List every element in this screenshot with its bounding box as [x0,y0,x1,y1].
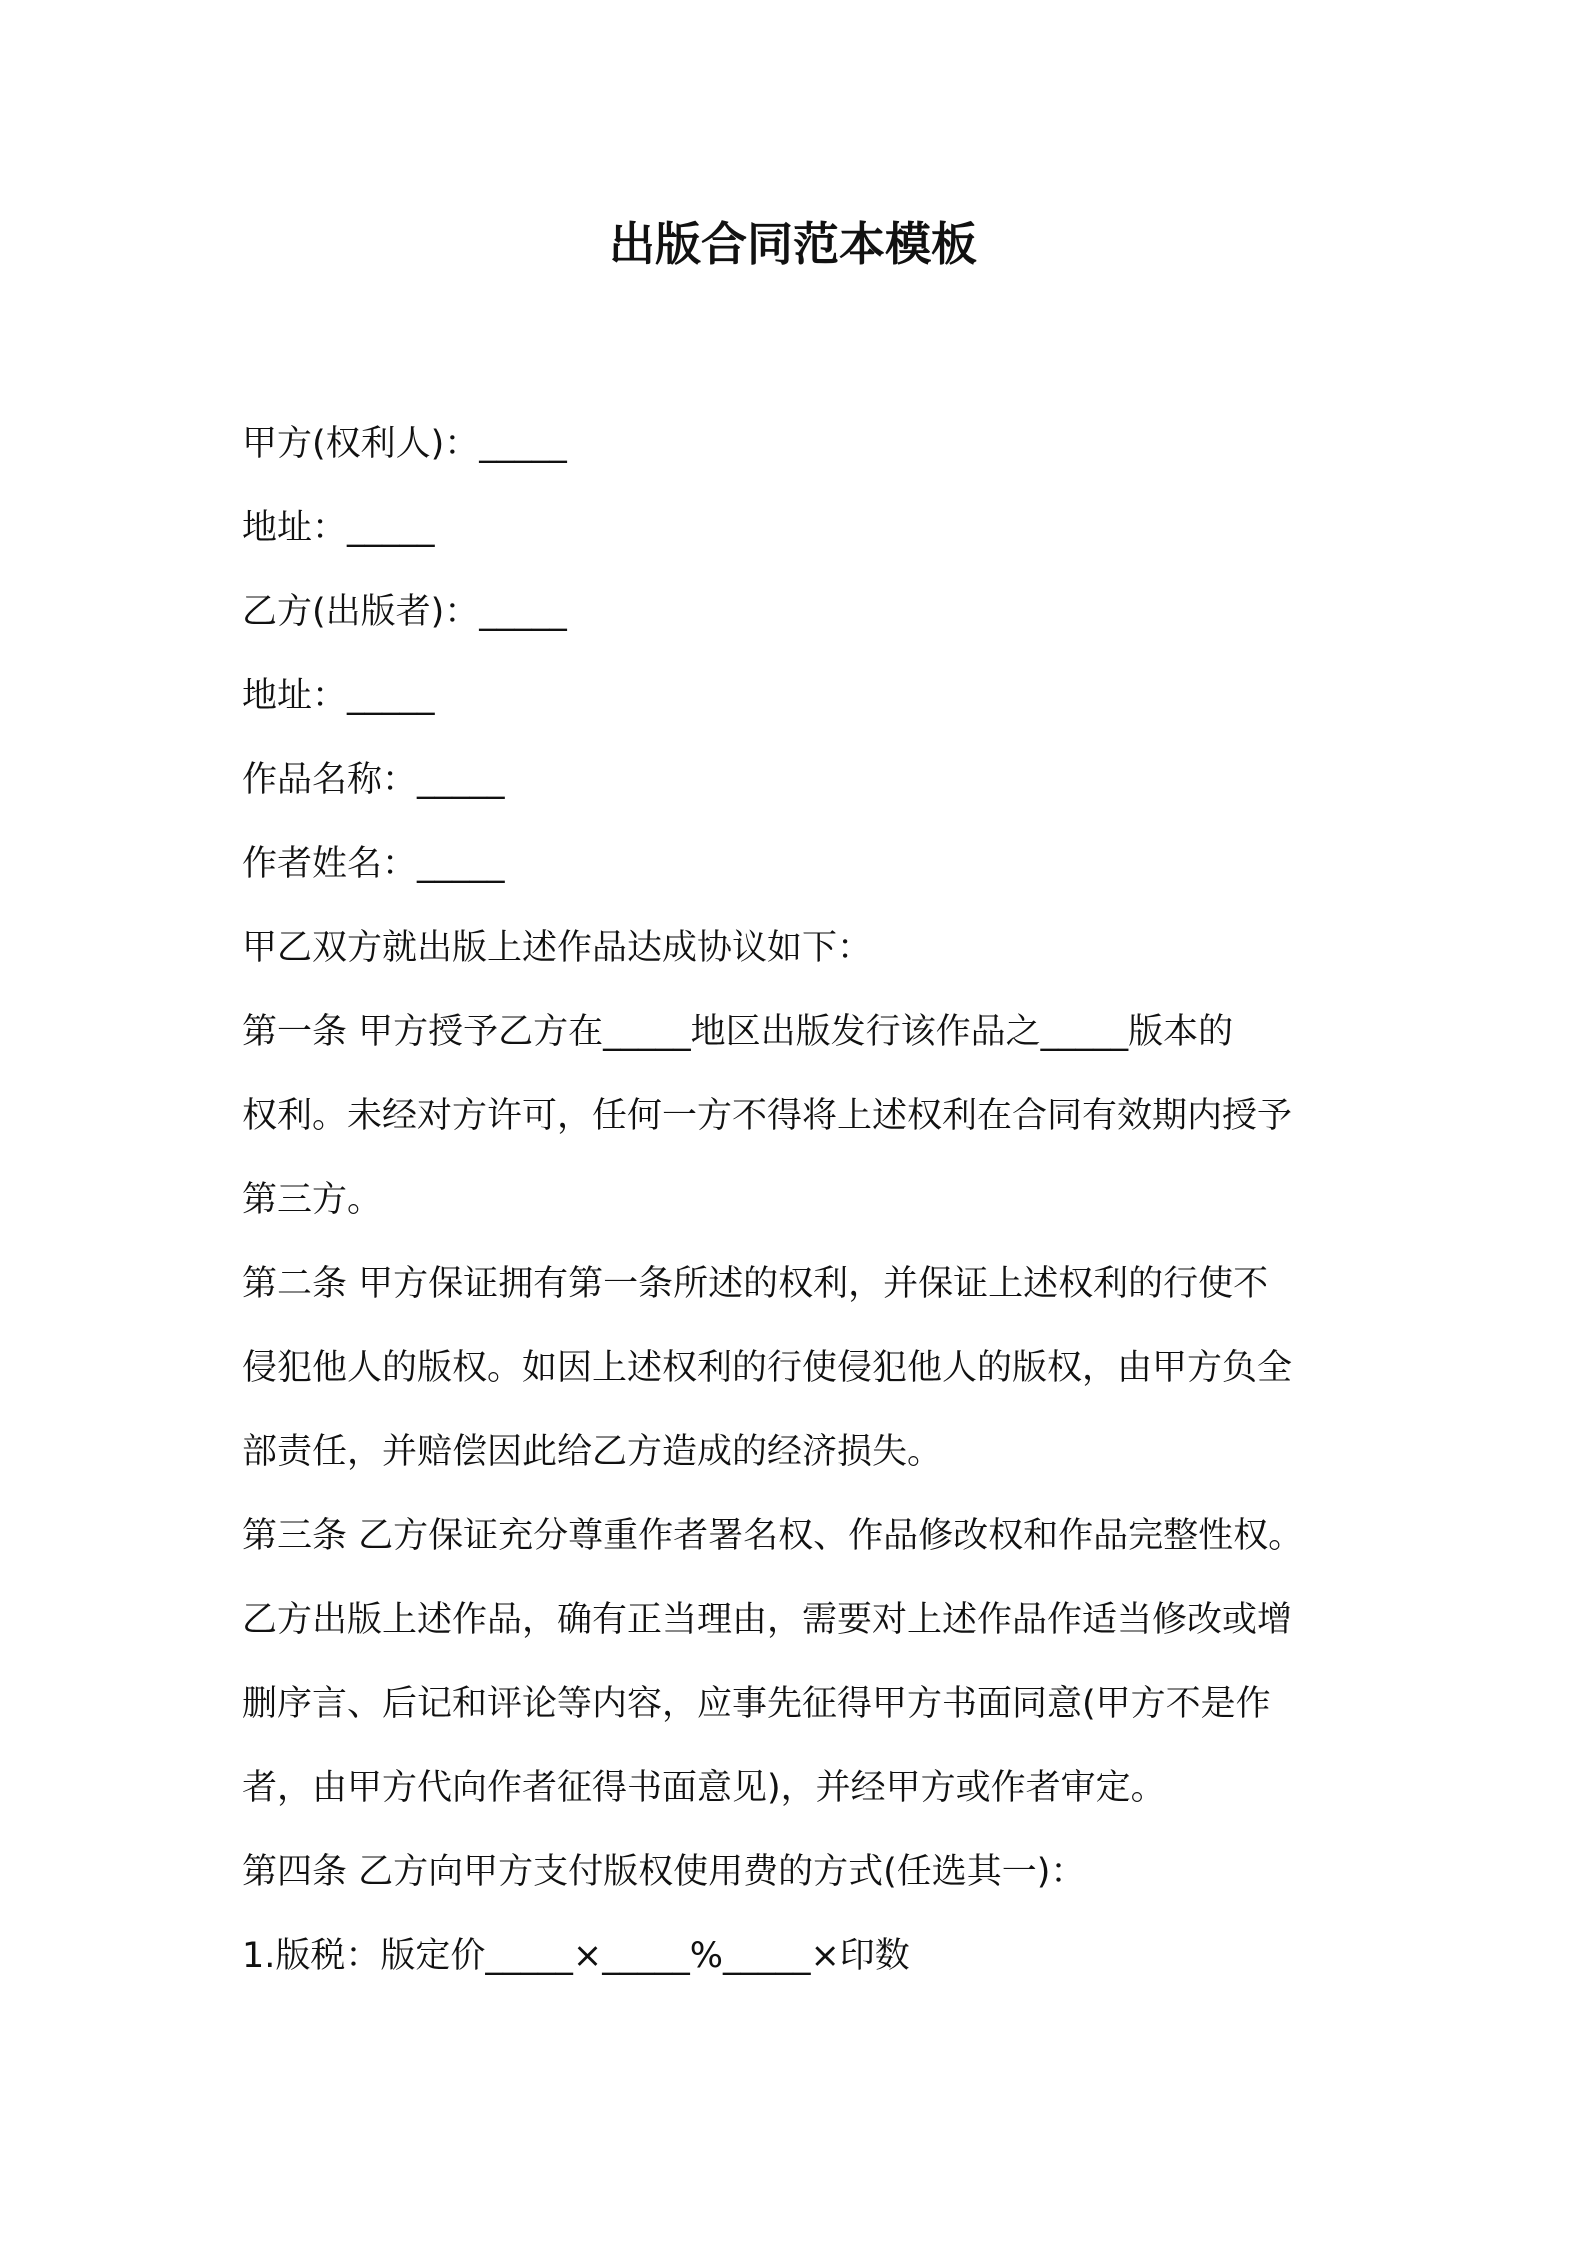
article-3-line-2: 乙方出版上述作品，确有正当理由，需要对上述作品作适当修改或增 [242,1600,1293,1640]
party-b-address-line: 地址：_____ [242,676,435,716]
article-1-line-3: 第三方。 [242,1180,383,1220]
article-3-line-3: 删序言、后记和评论等内容，应事先征得甲方书面同意(甲方不是作 [242,1684,1271,1724]
party-a-address-line: 地址：_____ [242,508,435,548]
party-b-line: 乙方(出版者)：_____ [242,592,567,632]
article-2-line-1: 第二条 甲方保证拥有第一条所述的权利，并保证上述权利的行使不 [242,1264,1269,1304]
document-body [242,402,1372,1998]
article-3-line-4: 者，由甲方代向作者征得书面意见)，并经甲方或作者审定。 [242,1768,1166,1808]
article-4-line-1: 第四条 乙方向甲方支付版权使用费的方式(任选其一)： [242,1852,1086,1892]
party-a-line: 甲方(权利人)：_____ [242,424,567,464]
article-1-line-1: 第一条 甲方授予乙方在_____地区出版发行该作品之_____版本的 [242,1012,1234,1052]
document-title: 出版合同范本模板 [609,217,977,271]
article-2-line-3: 部责任，并赔偿因此给乙方造成的经济损失。 [242,1432,943,1472]
article-3-line-1: 第三条 乙方保证充分尊重作者署名权、作品修改权和作品完整性权。 [242,1516,1304,1556]
royalty-option-line: 1.版税：版定价_____×_____%_____×印数 [242,1936,910,1976]
author-name-line: 作者姓名：_____ [242,844,505,884]
agreement-intro-line: 甲乙双方就出版上述作品达成协议如下： [242,928,873,968]
work-title-line: 作品名称：_____ [242,760,505,800]
article-1-line-2: 权利。未经对方许可，任何一方不得将上述权利在合同有效期内授予 [242,1096,1293,1136]
article-2-line-2: 侵犯他人的版权。如因上述权利的行使侵犯他人的版权，由甲方负全 [242,1348,1293,1388]
